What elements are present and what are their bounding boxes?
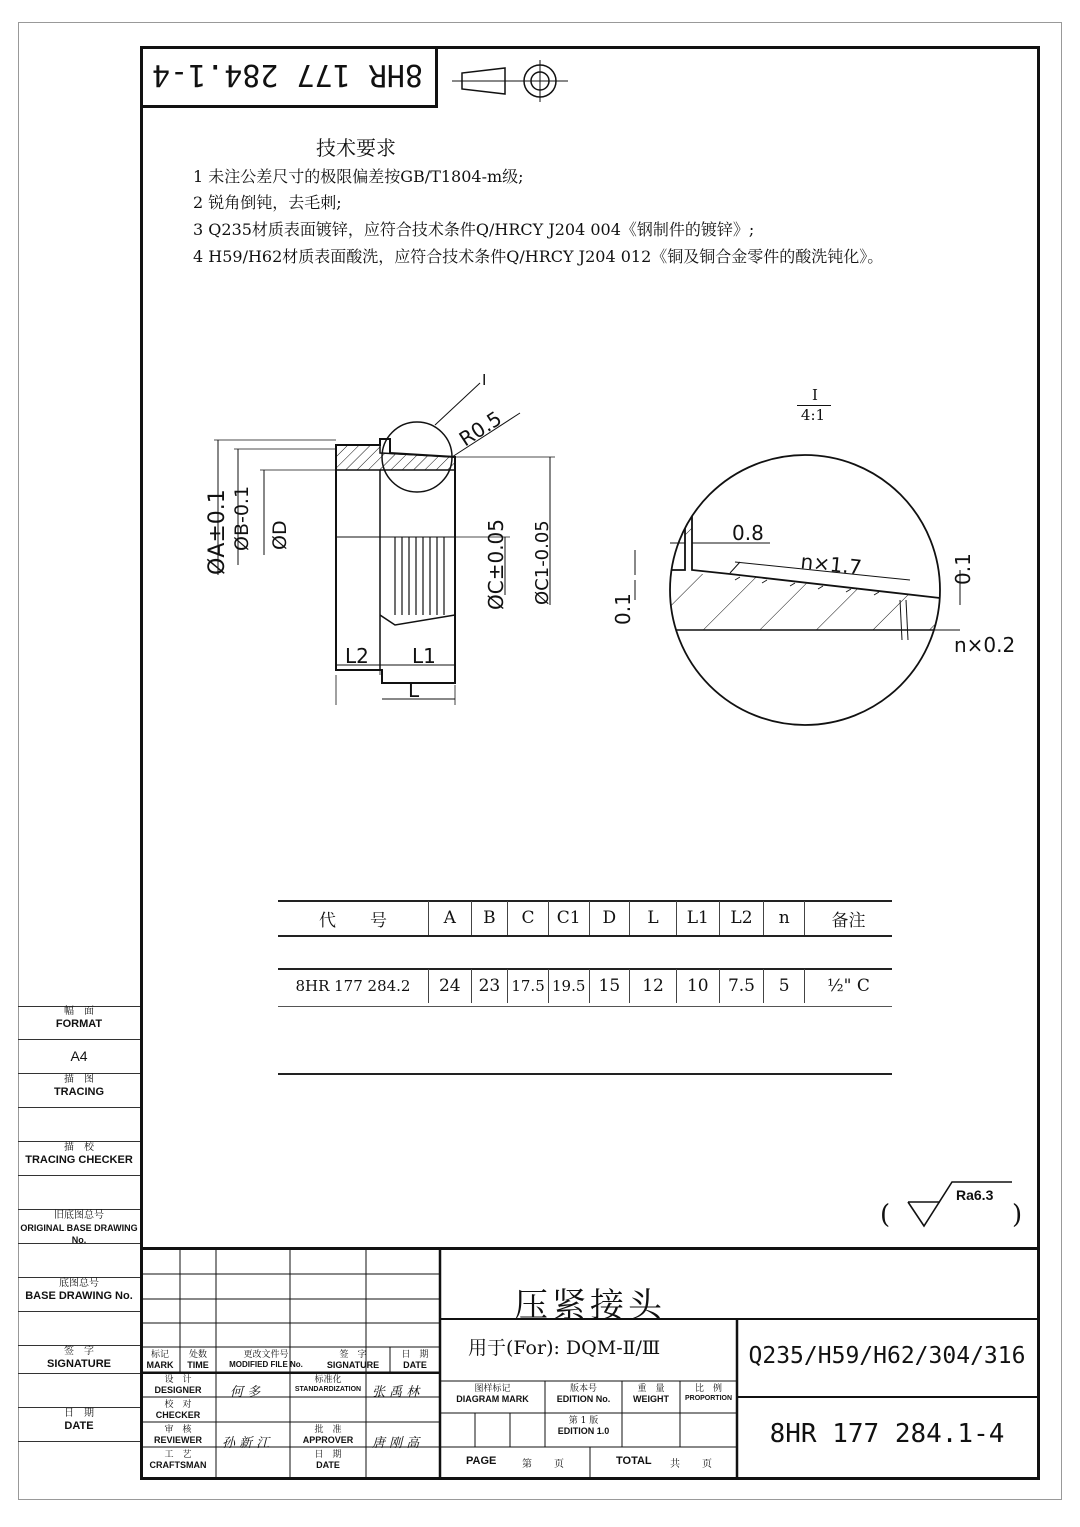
detail-ref-label: I [482,371,487,389]
strip-tracing-value [18,1108,140,1142]
total-cn-prefix: 共 [670,1459,680,1470]
dim-c1-label: ØC1-0.05 [532,520,553,605]
table-cell: 23 [471,969,508,1003]
table-cell: 17.5 [508,969,549,1003]
roughness-open-paren: ( [880,1200,891,1230]
info-diagram-mark: 图样标记 DIAGRAM MARK [456,1384,529,1404]
table-header-cell: C1 [548,901,589,935]
table-cell: ½" C [827,976,870,996]
table-header-cell: A [428,901,471,935]
strip-format-value: A4 [18,1040,140,1074]
table-row [278,969,892,1003]
main-section-view [190,365,590,710]
table-cell: 8HR 177 284.2 [278,969,428,1003]
rev-header-file: 更改文件号 MODIFIED FILE No. [229,1350,303,1369]
total-label: TOTAL [616,1455,652,1467]
dim-l1-label: L1 [412,644,436,668]
strip-original-base-value [18,1244,140,1278]
dim-l2-label: L2 [345,644,369,668]
page-cn-suffix: 页 [554,1459,564,1470]
table-header-cell: n [764,901,805,935]
material-spec: Q235/H59/H62/304/316 [748,1343,1026,1369]
rev-header-date: 日 期 DATE [401,1350,429,1370]
strip-base-drawing-label: 底图总号 BASE DRAWING No. [18,1278,140,1312]
part-name: 压紧接头 [514,1286,666,1326]
detail-dim-08: 0.8 [732,521,764,545]
table-header-cell: 代 号 [278,901,428,935]
table-cell: 24 [428,969,471,1003]
detail-view [610,440,1030,740]
standardization-signature: 张 禹 林 [372,1385,420,1400]
roughness-symbol-icon [904,1176,1014,1236]
strip-format-label: 幅 面 FORMAT [18,1006,140,1040]
projection-symbol-icon [450,58,570,104]
detail-dim-n02: n×0.2 [954,633,1016,657]
detail-label: I [812,386,818,404]
total-cn-suffix: 页 [702,1459,712,1470]
drawing-number: 8HR 177 284.1-4 [769,1419,1005,1449]
designer-signature: 何 多 [230,1385,261,1400]
strip-signature-label: 签 字 SIGNATURE [18,1346,140,1374]
table-header-cell: L [630,901,677,935]
table-cell: 12 [630,969,677,1003]
strip-tracing-label: 描 图 TRACING [18,1074,140,1108]
table-cell: 15 [589,969,630,1003]
table-header-cell: B [471,901,508,935]
table-header-cell: D [589,901,630,935]
table-cell: 5 [764,969,805,1003]
role-date: 日 期 DATE [314,1450,342,1470]
requirement-item: 3 Q235材质表面镀锌，应符合技术条件Q/HRCY J204 004《钢制件的镀锌》; [193,220,755,239]
table-cell: 7.5 [719,969,764,1003]
table-header-cell: L2 [719,901,764,935]
role-standardization: 标准化 STANDARDIZATION [294,1375,362,1393]
table-cell: 10 [676,969,719,1003]
table-header-row [278,901,892,935]
role-designer: 设 计 DESIGNER [154,1375,202,1395]
page-cn-prefix: 第 [522,1459,532,1470]
role-checker: 校 对 CHECKER [155,1400,201,1420]
dim-d-label: ØD [269,520,291,550]
strip-tracing-checker-label: 描 校 TRACING CHECKER [18,1142,140,1176]
table-header-cell: C [508,901,549,935]
info-edition-no: 版本号 EDITION No. [556,1384,611,1404]
dim-a-label: ØA±0.1 [205,489,230,575]
radius-label: R0.5 [454,406,507,452]
detail-scale: 4:1 [800,406,826,424]
role-reviewer: 审 核 REVIEWER [153,1425,202,1445]
table-header-cell: L1 [676,901,719,935]
info-edition-value: 第 1 版 EDITION 1.0 [557,1416,610,1436]
requirements-title: 技术要求 [316,136,396,160]
inverted-drawing-number-box [140,46,438,108]
strip-original-base-label: 旧底图总号 ORIGINAL BASE DRAWING No. [18,1210,140,1244]
rev-header-signature: 签 字 SIGNATURE [326,1350,380,1370]
requirement-item: 4 H59/H62材质表面酸洗，应符合技术条件Q/HRCY J204 012《铜及铜合金零件的酸洗钝化》。 [193,247,884,266]
table-cell: 19.5 [548,969,589,1003]
dimensions-table [278,901,892,1003]
inverted-drawing-number: 8HR 177 284.1-4 [152,57,423,92]
page-label: PAGE [466,1455,497,1467]
strip-date-label: 日 期 DATE [18,1408,140,1442]
used-for: 用于(For): DQM-Ⅱ/Ⅲ [468,1337,661,1359]
rev-header-time: 处数 TIME [187,1350,209,1370]
strip-base-drawing-value [18,1312,140,1346]
role-craftsman: 工 艺 CRAFTSMAN [149,1450,207,1470]
strip-signature-value [18,1374,140,1408]
roughness-close-paren: ) [1012,1200,1023,1230]
detail-dim-01-right: 0.1 [951,553,975,585]
requirement-item: 2 锐角倒钝，去毛刺; [193,193,342,212]
table-header-cell: 备注 [831,910,866,931]
approver-signature: 唐 刚 高 [372,1436,420,1451]
strip-tracing-checker-value [18,1176,140,1210]
info-proportion: 比 例 PROPORTION [684,1384,733,1402]
detail-dim-n17: n×1.7 [799,549,863,580]
rev-header-mark: 标记 MARK [146,1350,174,1370]
info-weight: 重 量 WEIGHT [633,1384,669,1404]
roughness-value: Ra6.3 [956,1187,994,1203]
reviewer-signature: 孙 新 江 [222,1436,270,1451]
detail-dim-01-left: 0.1 [611,593,635,625]
requirement-item: 1 未注公差尺寸的极限偏差按GB/T1804-m级; [193,167,524,186]
dim-l-label: L [408,678,420,702]
dim-c-label: ØC±0.05 [484,519,508,610]
role-approver: 批 准 APPROVER [302,1425,354,1445]
dim-b-label: ØB-0.1 [231,485,253,551]
